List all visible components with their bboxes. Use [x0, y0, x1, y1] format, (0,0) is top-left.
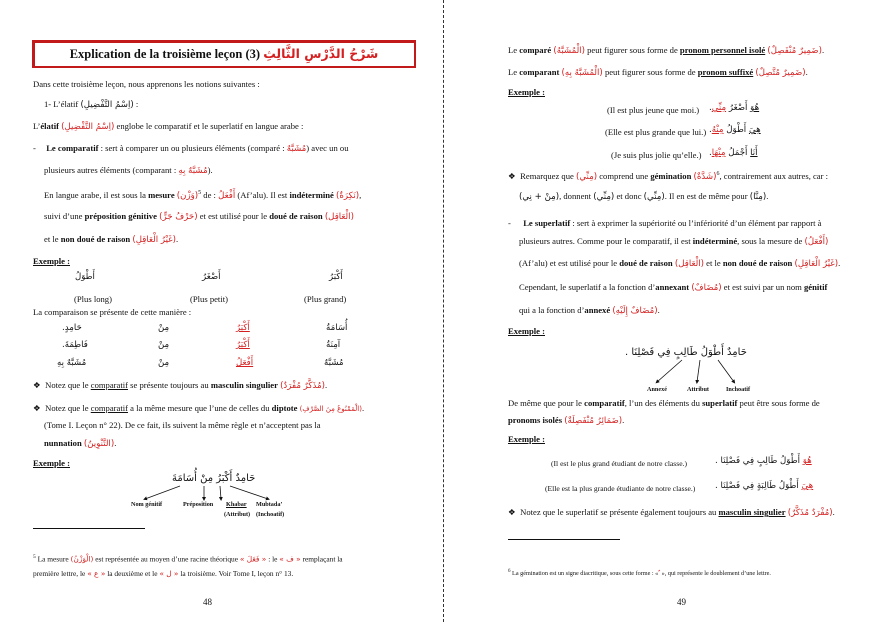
arrow-inchoatif [718, 360, 734, 382]
text-fragment: et le [706, 258, 721, 268]
diagram-label: Nom génitif [131, 501, 163, 508]
arabic-term: مُشَبَّهٌ [286, 144, 307, 154]
page-number-49: 49 [677, 597, 686, 607]
arabic-term: (مِنِّي) [576, 171, 598, 182]
text-fragment: . [766, 191, 769, 201]
arabic-term: (مُذَكَّرٌ مُفْرَدٌ) [280, 381, 325, 391]
example-ar [715, 456, 812, 467]
text-fragment: et est suivi par un nom [723, 282, 802, 292]
table-cell: أُسَامَةُ [326, 323, 348, 333]
text-fragment: qui a la fonction d’ [519, 305, 585, 315]
text-fragment: et est utilisé pour le [199, 211, 268, 221]
text-fragment: De même que pour le [508, 398, 582, 408]
comparaison-intro: La comparaison se présente de cette manière : [33, 307, 192, 317]
text-fragment: , donnent [559, 191, 592, 201]
arrow-attribut [697, 360, 700, 382]
footnote-5-line2 [33, 568, 293, 579]
shadda-sign: ّ [658, 570, 662, 578]
example-word: أَطْوَلُ [726, 125, 747, 135]
text-fragment: : sert à exprimer la supériorité ou l’infériorité d’un élément par rapport à [572, 218, 822, 228]
arabic-term: (الْمَمْنُوعُ مِنَ الصَّرْفِ) [299, 405, 362, 413]
text-fragment: plusieurs autres. Comme pour le comparatif, il est [519, 236, 691, 246]
remark-gemination-line2 [519, 191, 768, 203]
example-word-ar: أَطْوَلُ [75, 272, 95, 282]
diagram-label: Annexé [647, 386, 667, 393]
text-fragment: . [838, 258, 841, 268]
example-suffix: مِنِّي [711, 103, 727, 113]
arabic-term: (التَّنْوِينُ) [83, 439, 115, 449]
text-fragment: . [709, 103, 712, 113]
table-cell: مُشَبَّهٌ [324, 358, 344, 368]
page-divider [443, 0, 444, 622]
text-fragment: Cependant, le superlatif a la fonction d’ [519, 282, 656, 292]
term-doue-de-raison: doué de raison [619, 258, 673, 268]
arabic-term: (الْعَاقِل) [674, 259, 704, 269]
diagram-label: Mubtada’ [256, 501, 283, 508]
arabic-term: (شَدَّةٌ) [693, 171, 717, 182]
text-fragment: En langue arabe, il est sous la [44, 189, 146, 200]
text-fragment: se présente toujours au [130, 380, 209, 390]
elatif-paragraph [33, 121, 303, 133]
text-fragment: peut figurer sous forme de [604, 67, 696, 77]
comparant-pronoun-line [508, 67, 808, 79]
text-fragment: La gémination est un signe diacritique, sous cette forme : « [512, 570, 659, 578]
example-suffix: مِنْهُ [711, 125, 724, 135]
diamond-bullet-icon: ❖ [508, 507, 516, 517]
comparatif-line4 [44, 211, 354, 223]
table-cell: أَفْعَلُ [236, 358, 254, 368]
term-pronom-suffixe: pronom suffixé [697, 67, 754, 77]
diamond-bullet-icon: ❖ [508, 170, 516, 181]
right-page [447, 0, 884, 622]
footnote-separator [508, 539, 620, 540]
arabic-term: (مِنَّا) [749, 192, 767, 202]
text-fragment: . [709, 148, 712, 158]
text-fragment: (Af’alu) et est utilisé pour le [519, 258, 618, 268]
term-gemination: gémination [650, 170, 692, 181]
exemple-heading: Exemple : [33, 458, 70, 468]
example-pronoun: أَنَا [750, 148, 758, 158]
example-pronoun: هُوَ [750, 103, 760, 113]
example-fr: (Il est plus jeune que moi.) [607, 105, 700, 115]
note-comparatif-2 [33, 403, 364, 415]
arrow-khabar [220, 486, 221, 499]
arabic-term: « ف » [279, 554, 301, 564]
diagram-label: Inchoatif [726, 386, 751, 393]
lesson-title-box [32, 40, 416, 68]
arabic-term: (ضَمِيرٌ مُتَّصِلٌ) [755, 68, 806, 78]
diamond-bullet-icon: ❖ [33, 403, 41, 413]
item-elatif-label: 1- L’élatif [44, 99, 79, 109]
arrow-mubtada [230, 486, 268, 499]
table-cell: حَامِدٍ. [62, 323, 82, 333]
arabic-term: (الْعَاقِل) [324, 212, 354, 222]
dash-marker: - [508, 218, 511, 228]
text-fragment: , l’un des éléments du [624, 398, 700, 408]
pronoms-isoles-line1 [508, 398, 820, 409]
arabic-term: (الْوَزْنُ) [70, 554, 94, 564]
exemple-heading: Exemple : [508, 87, 545, 97]
text-fragment: ) avec un ou [306, 143, 349, 153]
text-fragment: . [821, 45, 825, 55]
footnote-ref: 6 [716, 171, 720, 177]
text-fragment: », qui représente le doublement d’une lettre. [661, 570, 771, 578]
text-fragment: suivi d’une [44, 211, 83, 221]
text-fragment: peut être sous forme de [739, 398, 820, 408]
text-fragment: peut figurer sous forme de [587, 45, 678, 55]
arabic-term: (مُفْرَدٌ مُذَكَّرٌ) [787, 508, 833, 518]
term-comparatif: comparatif [90, 380, 128, 390]
text-fragment: la deuxième et le [107, 569, 158, 578]
term-annexant: annexant [655, 282, 690, 292]
text-fragment: , [359, 189, 362, 200]
text-fragment: . [709, 125, 712, 135]
example-pronoun: هِيَ [748, 125, 761, 135]
table-cell: مِنْ [158, 358, 170, 368]
note-superlatif [508, 507, 835, 519]
left-page [0, 0, 440, 622]
diagram-label: Préposition [183, 501, 214, 508]
text-fragment: . [324, 380, 328, 390]
text-fragment: plusieurs autres éléments (comparant : [44, 165, 177, 175]
example-word-fr: (Plus grand) [304, 294, 347, 304]
term-pronom-isole: pronom personnel isolé [679, 45, 766, 55]
table-cell: مُشَبَّهٌ بِهِ [57, 358, 87, 368]
arabic-term: (غَيْرُ الْعَاقِلِ) [132, 235, 177, 245]
arabic-term: (أَفْعَلُ) [804, 237, 829, 247]
example-ar [709, 125, 761, 136]
superlatif-line1 [508, 218, 822, 229]
term-comparant: comparant [519, 67, 560, 77]
text-fragment: : le [268, 554, 278, 564]
example-word-fr: (Plus long) [74, 294, 112, 304]
example-ar [709, 103, 759, 114]
diagram-sublabel: (Attribut) [224, 511, 251, 518]
arabic-term: (غَيْرُ الْعَاقِلِ) [794, 259, 839, 269]
exemple-heading: Exemple : [508, 326, 545, 336]
text-fragment: . Il en est de même pour [664, 191, 748, 201]
superlatif-line3 [519, 258, 840, 270]
example-suffix: مِنْهَا [711, 148, 726, 158]
arabic-term: (ضَمَائِرُ مُنْفَصِلَةٌ) [564, 416, 623, 426]
text-fragment: Le [508, 67, 518, 77]
diagram-sentence: حَامِدٌ أَطْوَلُ طَالِبٍ فِي فَصْلِنَا . [625, 347, 747, 358]
title-arabic: شَرْحُ الدَّرْسِ الثَّالِثِ [263, 46, 379, 61]
arrow-annexe [657, 360, 682, 382]
footnote-ref: 5 [198, 190, 202, 196]
arabic-term: (مِنْ + نِي) [519, 192, 560, 202]
arabic-term: (مُضَافٌ إِلَيْهِ) [612, 306, 658, 316]
text-fragment: . [114, 438, 117, 448]
arabic-term: (مِنِّي) [643, 192, 665, 202]
table-cell: فَاطِمَةَ. [62, 340, 88, 350]
text-fragment: première lettre, le [33, 569, 86, 578]
example-ar [709, 148, 758, 159]
example-fr: (Je suis plus jolie qu’elle.) [611, 150, 702, 160]
term-diptote: diptote [271, 403, 298, 413]
intro-text: Dans cette troisième leçon, nous apprenons les notions suivantes : [33, 79, 260, 89]
term-comparatif: comparatif [584, 398, 625, 408]
text-fragment: Notez que le [45, 403, 89, 413]
text-fragment: Le [508, 45, 518, 55]
text-fragment: . [657, 305, 660, 315]
footnote-separator [33, 528, 145, 529]
text-fragment: et le [44, 234, 59, 244]
text-fragment: (Af’alu). Il est [237, 189, 288, 200]
arabic-term: (اِسْمُ التَّفْضِيلِ) [61, 122, 115, 132]
text-fragment: : sert à comparer un ou plusieurs éléments (comparé : [100, 143, 285, 153]
text-fragment: , sous la mesure de [737, 236, 803, 246]
footnote-number: 5 [33, 554, 36, 560]
text-fragment: la troisième. Voir Tome I, leçon n° 13. [180, 569, 294, 578]
term-non-doue: non doué de raison [722, 258, 793, 268]
compare-pronoun-line [508, 45, 824, 57]
term-compare: comparé [519, 45, 552, 55]
arabic-term: (نَكِرَةٌ) [336, 190, 360, 201]
term-genitif: génitif [804, 282, 828, 292]
diagram-arrows [642, 357, 752, 387]
arabic-term: (ضَمِيرٌ مُنْفَصِلٌ) [767, 46, 822, 56]
term-comparatif: comparatif [90, 403, 128, 413]
term-indetermine: indéterminé [289, 189, 334, 200]
text-fragment: de : [203, 189, 216, 200]
text-fragment: Notez que le [45, 380, 89, 390]
example-word-ar: أَصْغَرُ [202, 272, 221, 282]
arabic-term: « ع » [87, 569, 106, 578]
table-cell: مِنْ [158, 340, 170, 350]
example-phrase: أَطْوَلُ طَالِبَةٍ فِي فَصْلِنَا . [715, 481, 799, 491]
text-fragment: . [622, 415, 625, 425]
table-cell: أَكْبَرُ [236, 340, 250, 350]
text-fragment: Notez que le superlatif se présente également toujours au [520, 507, 717, 517]
text-fragment: . [176, 234, 179, 244]
term-mesure: mesure [148, 189, 175, 200]
text-fragment: englobe le comparatif et le superlatif en langue arabe : [116, 121, 304, 131]
example-ar [715, 481, 813, 492]
superlatif-line4 [519, 282, 827, 294]
diagram-arrows [120, 483, 320, 503]
superlatif-line2 [519, 236, 828, 248]
example-word: أَجْمَلُ [728, 148, 748, 158]
comparatif-line1 [33, 143, 349, 155]
example-pronoun: هِيَ [801, 481, 814, 491]
text-fragment: a la même mesure que l’une de celles du [130, 403, 270, 413]
term-preposition-genitive: préposition génitive [84, 211, 157, 221]
example-fr: (Elle est plus grande que lui.) [605, 127, 707, 137]
arabic-term: أَفْعَلُ [218, 190, 236, 201]
item-elatif: 1- L’élatif (اِسْمُ التَّفْضِيلِ) : [44, 99, 139, 110]
superlatif-line5 [519, 305, 660, 317]
text-fragment: ). [207, 165, 213, 175]
example-word-ar: أَكْبَرُ [329, 272, 343, 282]
text-fragment: remplaçant la [302, 554, 343, 564]
term-pronoms-isoles: pronoms isolés [508, 415, 563, 425]
term-comparatif: Le comparatif [46, 143, 99, 153]
text-fragment: . [832, 507, 835, 517]
arabic-term: « ل » [159, 569, 179, 578]
text-fragment: . [805, 67, 808, 77]
text-fragment: . [361, 403, 365, 413]
diamond-bullet-icon: ❖ [33, 380, 41, 390]
term-superlatif: Le superlatif [523, 218, 571, 228]
example-word-fr: (Plus petit) [190, 294, 228, 304]
comparatif-line2 [44, 165, 213, 177]
dash-marker: - [33, 143, 36, 153]
note-comparatif-2-line2: (Tome I. Leçon n° 22). De ce fait, ils suivent la même règle et n’acceptent pas la [44, 420, 321, 430]
example-fr: (Elle est la plus grande étudiante de notre classe.) [545, 484, 696, 493]
title-french: Explication de la troisième leçon (3) [69, 47, 261, 61]
exemple-heading: Exemple : [508, 434, 545, 444]
text-fragment: La mesure [37, 554, 69, 564]
arrow-nom-genitif [145, 486, 180, 499]
comparatif-line5 [44, 234, 178, 246]
lesson-title [34, 46, 414, 62]
text-fragment: comprend une [599, 170, 649, 181]
pronoms-isoles-line2 [508, 415, 624, 427]
page-number-48: 48 [203, 597, 212, 607]
arabic-term: مُشَبَّهٌ بِهِ [178, 166, 208, 176]
footnote-5-line1 [33, 552, 343, 564]
term-nunnation: nunnation [44, 438, 82, 448]
term-indetermine: indéterminé [692, 236, 738, 246]
term-masculin-singulier: masculin singulier [718, 507, 786, 517]
item-elatif-ar: (اِسْمُ التَّفْضِيلِ) [80, 100, 134, 110]
exemple-heading: Exemple : [33, 256, 70, 266]
note-comparatif-2-line3 [44, 438, 116, 450]
example-word: أَصْغَرُ [728, 103, 748, 113]
term-non-doue: non doué de raison [60, 234, 131, 244]
diagram-sublabel: (Inchoatif) [256, 511, 285, 518]
diagram-label: Khabar [226, 501, 247, 508]
comparatif-line3 [44, 188, 361, 202]
example-pronoun: هُوَ [802, 456, 812, 466]
example-fr: (Il est le plus grand étudiant de notre classe.) [551, 459, 688, 468]
table-cell: آمِنَةُ [326, 340, 341, 350]
table-cell: أَكْبَرُ [236, 323, 250, 333]
arabic-term: (وَزْن) [176, 190, 199, 201]
remark-gemination-line1 [508, 169, 828, 183]
arabic-term: « فَعَلَ » [239, 554, 267, 564]
term-superlatif: superlatif [702, 398, 738, 408]
diagram-label: Attribut [687, 386, 709, 393]
text-fragment: L’ [33, 121, 41, 131]
arabic-term: (الْمُشَبَّهُ) [553, 46, 585, 56]
term-masculin-singulier: masculin singulier [210, 380, 278, 390]
table-cell: مِنْ [158, 323, 170, 333]
term-annexe: annexé [584, 305, 611, 315]
arabic-term: (الْمُشَبَّهُ بِهِ) [561, 68, 603, 78]
diagram-sentence: حَامِدٌ أَكْبَرُ مِنْ أُسَامَةَ [172, 473, 256, 484]
note-comparatif-1 [33, 380, 327, 392]
footnote-number: 6 [508, 569, 511, 574]
text-fragment: est représentée au moyen d’une racine théorique [95, 554, 239, 564]
text-fragment: Remarquez que [520, 170, 574, 181]
footnote-6 [508, 567, 771, 578]
term-elatif: élatif [40, 121, 59, 131]
example-phrase: أَطْوَلُ طَالِبٍ فِي فَصْلِنَا . [715, 456, 800, 466]
arabic-term: (حَرْفُ جَرٍّ) [159, 212, 198, 222]
arabic-term: (مُضَافٌ) [691, 283, 722, 293]
text-fragment: et donc [616, 191, 642, 201]
text-fragment: , contrairement aux autres, car : [719, 170, 829, 181]
term-doue-de-raison: doué de raison [269, 211, 323, 221]
arabic-term: (مِنِّي) [593, 192, 615, 202]
